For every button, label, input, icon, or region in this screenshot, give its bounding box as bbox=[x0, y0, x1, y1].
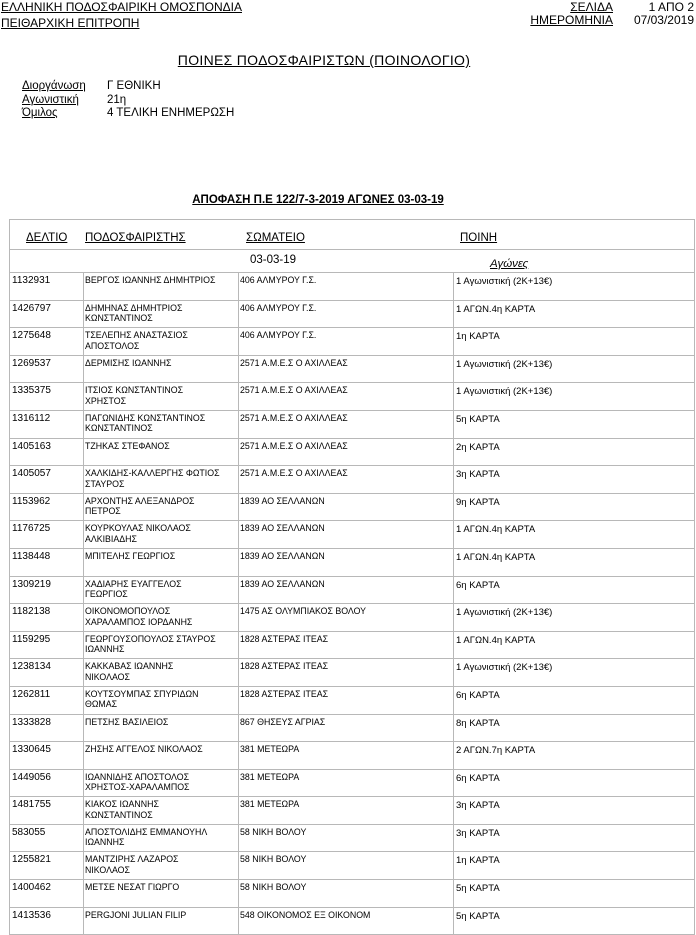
player-name-cell bbox=[83, 880, 239, 907]
card-number-text: 1405163 bbox=[12, 440, 51, 452]
competition-value: Γ ΕΘΝΙΚΗ bbox=[107, 80, 161, 92]
matches-section-label: Αγώνες bbox=[490, 258, 529, 270]
table-row bbox=[10, 521, 694, 549]
club-text: 1839 ΑΟ ΣΕΛΛΑΝΩΝ bbox=[240, 578, 325, 589]
matchday-label: Αγωνιστική bbox=[22, 94, 79, 106]
card-number-text: 1426797 bbox=[12, 302, 51, 314]
penalty-text: 8η ΚΑΡΤΑ bbox=[456, 717, 500, 729]
penalty-cell bbox=[453, 825, 694, 852]
penalty-text: 3η ΚΑΡΤΑ bbox=[456, 827, 500, 839]
card-number-text: 1269537 bbox=[12, 357, 51, 369]
player-name-text: ΠΕΤΣΗΣ ΒΑΣΙΛΕΙΟΣ bbox=[85, 716, 169, 727]
card-number-text: 1153962 bbox=[12, 495, 51, 507]
penalty-text: 5η ΚΑΡΤΑ bbox=[456, 910, 500, 922]
card-number-cell bbox=[10, 328, 84, 355]
column-header-card: ΔΕΛΤΙΟ bbox=[26, 232, 68, 244]
player-name-text: ΓΕΩΡΓΟΥΣΟΠΟΥΛΟΣ ΣΤΑΥΡΟΣ ΙΩΑΝΝΗΣ bbox=[85, 633, 216, 655]
penalty-text: 1 ΑΓΩΝ.4η ΚΑΡΤΑ bbox=[456, 303, 536, 315]
column-header-club: ΣΩΜΑΤΕΙΟ bbox=[246, 232, 305, 244]
club-cell bbox=[238, 328, 454, 355]
card-number-text: 1182138 bbox=[12, 606, 51, 618]
penalty-text: 1η ΚΑΡΤΑ bbox=[456, 331, 500, 343]
player-name-cell bbox=[83, 770, 239, 797]
table-row bbox=[10, 273, 694, 301]
player-name-cell bbox=[83, 549, 239, 576]
table-row bbox=[10, 852, 694, 880]
table-row bbox=[10, 466, 694, 494]
card-number-cell bbox=[10, 880, 84, 907]
player-name-cell bbox=[83, 715, 239, 742]
penalty-cell bbox=[453, 301, 694, 328]
penalty-text: 1η ΚΑΡΤΑ bbox=[456, 855, 500, 867]
card-number-cell bbox=[10, 411, 84, 438]
table-row bbox=[10, 880, 694, 908]
table-row bbox=[10, 825, 694, 853]
table-row bbox=[10, 356, 694, 384]
club-cell bbox=[238, 301, 454, 328]
penalty-cell bbox=[453, 604, 694, 631]
table-row bbox=[10, 439, 694, 467]
table-row bbox=[10, 797, 694, 825]
club-text: 2571 Α.Μ.Ε.Σ Ο ΑΧΙΛΛΕΑΣ bbox=[240, 357, 348, 368]
club-text: 2571 Α.Μ.Ε.Σ Ο ΑΧΙΛΛΕΑΣ bbox=[240, 412, 348, 423]
player-name-text: ΧΑΔΙΑΡΗΣ ΕΥΑΓΓΕΛΟΣ ΓΕΩΡΓΙΟΣ bbox=[85, 578, 182, 600]
penalty-text: 3η ΚΑΡΤΑ bbox=[456, 469, 500, 481]
player-name-cell bbox=[83, 742, 239, 769]
card-number-cell bbox=[10, 273, 84, 300]
column-header-player: ΠΟΔΟΣΦΑΙΡΙΣΤΗΣ bbox=[85, 232, 186, 244]
penalty-cell bbox=[453, 494, 694, 521]
date-label: ΗΜΕΡΟΜΗΝΙΑ bbox=[530, 13, 613, 27]
player-name-text: ΜΠΙΤΕΛΗΣ ΓΕΩΡΓΙΟΣ bbox=[85, 550, 176, 561]
player-name-cell bbox=[83, 825, 239, 852]
penalty-text: 1 Αγωνιστική (2Κ+13€) bbox=[456, 386, 553, 398]
player-name-cell bbox=[83, 439, 239, 466]
penalty-cell bbox=[453, 908, 694, 935]
penalty-cell bbox=[453, 659, 694, 686]
matches-section-date: 03-03-19 bbox=[250, 254, 297, 266]
player-name-cell bbox=[83, 604, 239, 631]
penalty-cell bbox=[453, 521, 694, 548]
penalty-cell bbox=[453, 549, 694, 576]
table-row bbox=[10, 687, 694, 715]
penalty-text: 6η ΚΑΡΤΑ bbox=[456, 772, 500, 784]
player-name-cell bbox=[83, 411, 239, 438]
player-name-text: ΧΑΛΚΙΔΗΣ-ΚΑΛΛΕΡΓΗΣ ΦΩΤΙΟΣ ΣΤΑΥΡΟΣ bbox=[85, 468, 220, 489]
card-number-cell bbox=[10, 770, 84, 797]
penalty-cell bbox=[453, 273, 694, 300]
card-number-text: 1275648 bbox=[12, 330, 51, 342]
club-text: 58 ΝΙΚΗ ΒΟΛΟΥ bbox=[240, 826, 307, 837]
penalty-text: 1 Αγωνιστική (2Κ+13€) bbox=[456, 607, 553, 619]
club-text: 2571 Α.Μ.Ε.Σ Ο ΑΧΙΛΛΕΑΣ bbox=[240, 385, 348, 396]
club-text: 406 ΑΛΜΥΡΟΥ Γ.Σ. bbox=[240, 275, 317, 285]
club-text: 548 ΟΙΚΟΝΟΜΟΣ ΕΞ ΟΙΚΟΝΟΜ bbox=[240, 909, 371, 920]
card-number-text: 1138448 bbox=[12, 550, 51, 562]
card-number-text: 1449056 bbox=[12, 771, 51, 783]
table-row bbox=[10, 383, 694, 411]
club-cell bbox=[238, 356, 454, 383]
card-number-cell bbox=[10, 549, 84, 576]
club-text: 58 ΝΙΚΗ ΒΟΛΟΥ bbox=[240, 854, 307, 865]
card-number-cell bbox=[10, 383, 84, 410]
page-title: ΠΟΙΝΕΣ ΠΟΔΟΣΦΑΙΡΙΣΤΩΝ (ΠΟΙΝΟΛΟΓΙΟ) bbox=[177, 52, 471, 68]
club-text: 1839 ΑΟ ΣΕΛΛΑΝΩΝ bbox=[240, 550, 325, 561]
player-name-cell bbox=[83, 301, 239, 328]
table-row bbox=[10, 770, 694, 798]
table-row bbox=[10, 742, 694, 770]
club-cell bbox=[238, 411, 454, 438]
card-number-text: 1413536 bbox=[12, 909, 51, 921]
penalty-cell bbox=[453, 383, 694, 410]
club-cell bbox=[238, 521, 454, 548]
penalty-text: 1 Αγωνιστική (2Κ+13€) bbox=[456, 662, 553, 674]
club-cell bbox=[238, 715, 454, 742]
player-name-text: ΖΗΣΗΣ ΑΓΓΕΛΟΣ ΝΙΚΟΛΑΟΣ bbox=[85, 744, 203, 755]
card-number-text: 1176725 bbox=[12, 523, 51, 535]
penalty-text: 1 ΑΓΩΝ.4η ΚΑΡΤΑ bbox=[456, 551, 536, 563]
decision-heading: ΑΠΟΦΑΣΗ Π.Ε 122/7-3-2019 ΑΓΩΝΕΣ 03-03-19 bbox=[192, 194, 444, 206]
penalty-text: 1 ΑΓΩΝ.4η ΚΑΡΤΑ bbox=[456, 634, 536, 646]
club-cell bbox=[238, 742, 454, 769]
table-body bbox=[10, 273, 694, 935]
player-name-text: ΜΑΝΤΖΙΡΗΣ ΛΑΖΑΡΟΣ ΝΙΚΟΛΑΟΣ bbox=[85, 854, 179, 875]
penalty-cell bbox=[453, 632, 694, 659]
player-name-text: PERGJONI JULIAN FILIP bbox=[85, 909, 187, 920]
penalty-cell bbox=[453, 439, 694, 466]
player-name-cell bbox=[83, 466, 239, 493]
card-number-cell bbox=[10, 659, 84, 686]
penalty-text: 9η ΚΑΡΤΑ bbox=[456, 496, 500, 508]
card-number-cell bbox=[10, 632, 84, 659]
penalty-text: 3η ΚΑΡΤΑ bbox=[456, 800, 500, 812]
player-name-cell bbox=[83, 577, 239, 604]
club-text: 1828 ΑΣΤΕΡΑΣ ΙΤΕΑΣ bbox=[240, 661, 329, 672]
table-row bbox=[10, 632, 694, 660]
group-value: 4 ΤΕΛΙΚΗ ΕΝΗΜΕΡΩΣΗ bbox=[107, 107, 235, 119]
card-number-text: 1238134 bbox=[12, 661, 51, 673]
club-cell bbox=[238, 273, 454, 300]
penalty-cell bbox=[453, 687, 694, 714]
card-number-text: 1335375 bbox=[12, 385, 51, 397]
club-text: 1475 ΑΣ ΟΛΥΜΠΙΑΚΟΣ ΒΟΛΟΥ bbox=[240, 606, 367, 617]
player-name-text: ΔΕΡΜΙΣΗΣ ΙΩΑΝΝΗΣ bbox=[85, 357, 172, 368]
club-cell bbox=[238, 852, 454, 879]
penalty-cell bbox=[453, 577, 694, 604]
penalty-cell bbox=[453, 328, 694, 355]
table-header-row bbox=[10, 220, 694, 250]
card-number-cell bbox=[10, 494, 84, 521]
club-cell bbox=[238, 632, 454, 659]
club-text: 381 ΜΕΤΕΩΡΑ bbox=[240, 771, 300, 782]
player-name-text: ΚΑΚΚΑΒΑΣ ΙΩΑΝΝΗΣ ΝΙΚΟΛΑΟΣ bbox=[85, 661, 174, 682]
player-name-text: ΑΡΧΟΝΤΗΣ ΑΛΕΞΑΝΔΡΟΣ ΠΕΤΡΟΣ bbox=[85, 495, 195, 517]
table-row bbox=[10, 549, 694, 577]
club-text: 381 ΜΕΤΕΩΡΑ bbox=[240, 799, 300, 810]
player-name-cell bbox=[83, 356, 239, 383]
club-text: 1828 ΑΣΤΕΡΑΣ ΙΤΕΑΣ bbox=[240, 688, 329, 699]
card-number-text: 1309219 bbox=[12, 578, 51, 590]
card-number-cell bbox=[10, 687, 84, 714]
penalties-table bbox=[9, 219, 695, 935]
card-number-cell bbox=[10, 301, 84, 328]
card-number-cell bbox=[10, 825, 84, 852]
club-cell bbox=[238, 439, 454, 466]
player-name-text: ΙΤΣΙΟΣ ΚΩΝΣΤΑΝΤΙΝΟΣ ΧΡΗΣΤΟΣ bbox=[85, 385, 184, 406]
table-row bbox=[10, 908, 694, 935]
table-row bbox=[10, 411, 694, 439]
penalty-text: 1 Αγωνιστική (2Κ+13€) bbox=[456, 276, 553, 287]
club-text: 1839 ΑΟ ΣΕΛΛΑΝΩΝ bbox=[240, 495, 325, 506]
card-number-text: 1330645 bbox=[12, 744, 51, 756]
club-cell bbox=[238, 494, 454, 521]
player-name-text: ΠΑΓΩΝΙΔΗΣ ΚΩΝΣΤΑΝΤΙΝΟΣ ΚΩΝΣΤΑΝΤΙΝΟΣ bbox=[85, 412, 206, 434]
committee-name: ΠΕΙΘΑΡΧΙΚΗ ΕΠΙΤΡΟΠΗ bbox=[1, 16, 140, 30]
penalty-cell bbox=[453, 466, 694, 493]
penalty-text: 1 ΑΓΩΝ.4η ΚΑΡΤΑ bbox=[456, 524, 536, 536]
player-name-text: ΜΕΤΣΕ ΝΕΣΑΤ ΓΙΩΡΓΟ bbox=[85, 882, 180, 893]
club-text: 1839 ΑΟ ΣΕΛΛΑΝΩΝ bbox=[240, 523, 325, 534]
player-name-text: ΚΟΥΡΚΟΥΛΑΣ ΝΙΚΟΛΑΟΣ ΑΛΚΙΒΙΑΔΗΣ bbox=[85, 523, 191, 544]
penalty-text: 6η ΚΑΡΤΑ bbox=[456, 689, 500, 701]
player-name-text: ΟΙΚΟΝΟΜΟΠΟΥΛΟΣ ΧΑΡΑΛΑΜΠΟΣ ΙΟΡΔΑΝΗΣ bbox=[85, 606, 193, 627]
club-cell bbox=[238, 659, 454, 686]
table-row bbox=[10, 715, 694, 743]
page-number: 1 ΑΠΟ 2 bbox=[648, 0, 694, 14]
player-name-text: ΑΠΟΣΤΟΛΙΔΗΣ ΕΜΜΑΝΟΥΗΛ ΙΩΑΝΝΗΣ bbox=[85, 826, 208, 848]
player-name-text: ΚΙΑΚΟΣ ΙΩΑΝΝΗΣ ΚΩΝΣΤΑΝΤΙΝΟΣ bbox=[85, 799, 159, 820]
card-number-text: 1262811 bbox=[12, 688, 51, 700]
player-name-cell bbox=[83, 908, 239, 935]
matches-section-heading bbox=[250, 254, 529, 270]
card-number-cell bbox=[10, 521, 84, 548]
player-name-text: ΙΩΑΝΝΙΔΗΣ ΑΠΟΣΤΟΛΟΣ ΧΡΗΣΤΟΣ-ΧΑΡΑΛΑΜΠΟΣ bbox=[85, 771, 190, 793]
card-number-text: 1481755 bbox=[12, 799, 51, 811]
card-number-text: 1316112 bbox=[12, 412, 51, 424]
club-text: 406 ΑΛΜΥΡΟΥ Γ.Σ. bbox=[240, 330, 317, 341]
club-cell bbox=[238, 549, 454, 576]
club-cell bbox=[238, 577, 454, 604]
table-row bbox=[10, 659, 694, 687]
club-cell bbox=[238, 880, 454, 907]
table-row bbox=[10, 494, 694, 522]
player-name-text: ΚΟΥΤΣΟΥΜΠΑΣ ΣΠΥΡΙΔΩΝ ΘΩΜΑΣ bbox=[85, 688, 199, 710]
club-cell bbox=[238, 466, 454, 493]
player-name-text: ΔΗΜΗΝΑΣ ΔΗΜΗΤΡΙΟΣ ΚΩΝΣΤΑΝΤΙΝΟΣ bbox=[85, 302, 183, 324]
penalty-cell bbox=[453, 356, 694, 383]
player-name-cell bbox=[83, 521, 239, 548]
federation-name: ΕΛΛΗΝΙΚΗ ΠΟΔΟΣΦΑΙΡΙΚΗ ΟΜΟΣΠΟΝΔΙΑ bbox=[1, 0, 242, 14]
card-number-text: 1255821 bbox=[12, 854, 51, 866]
card-number-cell bbox=[10, 742, 84, 769]
player-name-cell bbox=[83, 797, 239, 824]
column-header-penalty: ΠΟΙΝΗ bbox=[460, 232, 498, 244]
player-name-cell bbox=[83, 852, 239, 879]
club-cell bbox=[238, 687, 454, 714]
table-row bbox=[10, 301, 694, 329]
penalty-text: 5η ΚΑΡΤΑ bbox=[456, 883, 500, 895]
penalty-cell bbox=[453, 852, 694, 879]
club-text: 867 ΘΗΣΕΥΣ ΑΓΡΙΑΣ bbox=[240, 716, 326, 727]
card-number-text: 1333828 bbox=[12, 716, 51, 728]
penalty-text: 2η ΚΑΡΤΑ bbox=[456, 441, 500, 453]
penalty-text: 2 ΑΓΩΝ.7η ΚΑΡΤΑ bbox=[456, 745, 536, 757]
player-name-cell bbox=[83, 383, 239, 410]
card-number-cell bbox=[10, 852, 84, 879]
matches-section-row bbox=[10, 250, 694, 273]
card-number-cell bbox=[10, 908, 84, 935]
player-name-text: ΤΣΕΛΕΠΗΣ ΑΝΑΣΤΑΣΙΟΣ ΑΠΟΣΤΟΛΟΣ bbox=[85, 330, 188, 351]
table-row bbox=[10, 328, 694, 356]
table-row bbox=[10, 577, 694, 605]
player-name-cell bbox=[83, 273, 239, 300]
club-text: 2571 Α.Μ.Ε.Σ Ο ΑΧΙΛΛΕΑΣ bbox=[240, 468, 348, 479]
club-cell bbox=[238, 604, 454, 631]
card-number-text: 1159295 bbox=[12, 633, 51, 645]
club-text: 58 ΝΙΚΗ ΒΟΛΟΥ bbox=[240, 882, 307, 893]
club-cell bbox=[238, 770, 454, 797]
penalty-text: 5η ΚΑΡΤΑ bbox=[456, 413, 500, 425]
card-number-text: 1400462 bbox=[12, 882, 51, 894]
club-cell bbox=[238, 797, 454, 824]
card-number-cell bbox=[10, 604, 84, 631]
card-number-cell bbox=[10, 797, 84, 824]
club-text: 2571 Α.Μ.Ε.Σ Ο ΑΧΙΛΛΕΑΣ bbox=[240, 440, 348, 451]
penalty-cell bbox=[453, 715, 694, 742]
card-number-text: 1405057 bbox=[12, 468, 51, 480]
card-number-cell bbox=[10, 715, 84, 742]
penalty-cell bbox=[453, 411, 694, 438]
card-number-cell bbox=[10, 356, 84, 383]
competition-label: Διοργάνωση bbox=[22, 80, 86, 92]
club-cell bbox=[238, 383, 454, 410]
penalty-cell bbox=[453, 880, 694, 907]
club-text: 1828 ΑΣΤΕΡΑΣ ΙΤΕΑΣ bbox=[240, 633, 329, 644]
date-value: 07/03/2019 bbox=[633, 13, 694, 27]
card-number-cell bbox=[10, 466, 84, 493]
club-text: 406 ΑΛΜΥΡΟΥ Γ.Σ. bbox=[240, 302, 317, 313]
penalty-cell bbox=[453, 742, 694, 769]
group-label: Όμιλος bbox=[22, 107, 58, 119]
card-number-text: 583055 bbox=[12, 826, 46, 838]
player-name-cell bbox=[83, 659, 239, 686]
penalty-cell bbox=[453, 797, 694, 824]
player-name-text: ΤΖΗΚΑΣ ΣΤΕΦΑΝΟΣ bbox=[85, 440, 170, 451]
matchday-value: 21η bbox=[107, 94, 127, 106]
player-name-cell bbox=[83, 328, 239, 355]
club-text: 381 ΜΕΤΕΩΡΑ bbox=[240, 744, 300, 755]
club-cell bbox=[238, 825, 454, 852]
player-name-cell bbox=[83, 632, 239, 659]
player-name-cell bbox=[83, 494, 239, 521]
player-name-cell bbox=[83, 687, 239, 714]
table-row bbox=[10, 604, 694, 632]
player-name-text: ΒΕΡΓΟΣ ΙΩΑΝΝΗΣ ΔΗΜΗΤΡΙΟΣ bbox=[85, 275, 216, 285]
penalty-text: 1 Αγωνιστική (2Κ+13€) bbox=[456, 358, 553, 370]
page-label: ΣΕΛΙΔΑ bbox=[570, 0, 613, 14]
club-cell bbox=[238, 908, 454, 935]
card-number-cell bbox=[10, 439, 84, 466]
card-number-text: 1132931 bbox=[12, 275, 51, 286]
penalty-cell bbox=[453, 770, 694, 797]
card-number-cell bbox=[10, 577, 84, 604]
penalty-text: 6η ΚΑΡΤΑ bbox=[456, 579, 500, 591]
